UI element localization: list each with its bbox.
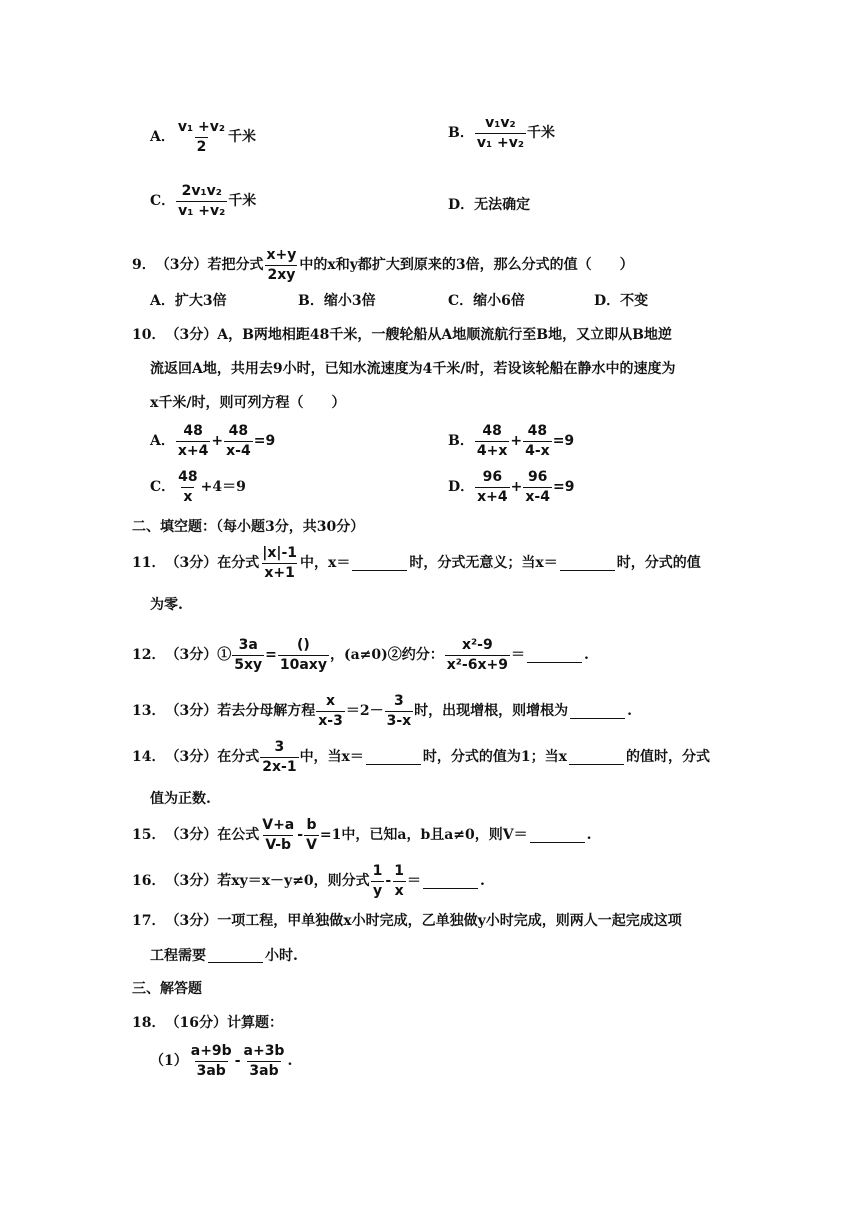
question-number: 9． <box>132 257 156 274</box>
denominator: v₁ +v₂ <box>178 202 226 219</box>
question-text: （16分）计算题： <box>165 1015 283 1031</box>
question-text: . <box>479 873 485 890</box>
numerator: x+y <box>266 247 297 263</box>
question-number: 17． <box>132 913 166 929</box>
question-text: （3分）A，B两地相距48千米，一艘轮船从A地顺流航行至B地，又立即从B地逆 <box>165 327 672 343</box>
question-text: . <box>627 703 633 720</box>
numerator: 48 <box>527 423 548 439</box>
question-17-line-2 <box>150 948 298 963</box>
question-text: 值为正数. <box>150 791 211 807</box>
fraction <box>260 740 298 774</box>
numerator: v₁ +v₂ <box>177 119 225 135</box>
question-text: （3分）① <box>165 647 232 664</box>
numerator: v₁v₂ <box>485 115 516 131</box>
denominator: x+4 <box>177 442 209 459</box>
q9-option-a[interactable] <box>150 294 227 308</box>
option-label: D． <box>448 197 475 213</box>
question-18-part-1 <box>150 1044 292 1078</box>
question-number: 10． <box>132 327 166 343</box>
option-unit: 千米 <box>526 125 555 142</box>
denominator: x <box>183 488 193 505</box>
question-text: 时，分式的值 <box>616 555 701 572</box>
question-text: x千米/时，则可列方程（ ） <box>150 395 346 411</box>
q10-option-c[interactable] <box>150 470 246 504</box>
option-label: B． <box>448 433 474 450</box>
option-text: C．缩小6倍 <box>448 293 525 309</box>
question-text: 小时. <box>265 947 298 964</box>
option-text: D．不变 <box>594 293 649 309</box>
minus-sign: - <box>385 873 392 890</box>
fraction <box>278 638 329 672</box>
fraction <box>189 1044 234 1078</box>
fraction <box>176 120 227 154</box>
question-number: 14． <box>132 749 166 766</box>
section-heading-solve <box>132 982 202 996</box>
denominator: x+1 <box>264 564 295 581</box>
question-text: 中的x和y都扩大到原来的3倍，那么分式的值（ ） <box>299 257 634 274</box>
fraction <box>224 424 253 458</box>
equation-tail: =9 <box>253 433 276 450</box>
answer-blank[interactable] <box>423 874 478 889</box>
question-number: 13． <box>132 703 166 720</box>
numerator: 48 <box>482 423 502 439</box>
q8-option-c[interactable] <box>150 184 256 218</box>
answer-blank[interactable] <box>527 648 582 663</box>
question-number: 15． <box>132 827 166 844</box>
question-number: 11． <box>132 555 166 572</box>
numerator: a+9b <box>190 1043 232 1059</box>
numerator: a+3b <box>243 1043 285 1059</box>
denominator: 2 <box>196 138 207 155</box>
question-12 <box>132 638 589 672</box>
denominator: x-3 <box>318 712 343 729</box>
numerator: 48 <box>183 423 203 439</box>
section-title: 三、解答题 <box>132 981 202 997</box>
fraction <box>523 424 552 458</box>
numerator: 3a <box>238 637 258 653</box>
question-14-line-2 <box>150 792 211 806</box>
denominator: x+4 <box>477 488 508 505</box>
denominator: V <box>306 836 317 853</box>
minus-sign: - <box>297 827 304 844</box>
answer-blank[interactable] <box>208 948 263 963</box>
q9-option-d[interactable] <box>594 294 648 308</box>
denominator: x-4 <box>525 488 550 505</box>
numerator: x <box>326 693 336 709</box>
q9-option-b[interactable] <box>298 294 376 308</box>
numerator: 3 <box>394 693 404 709</box>
question-11-line-2 <box>150 598 183 612</box>
numerator: b <box>306 817 317 833</box>
question-17 <box>132 914 682 928</box>
denominator: 5xy <box>234 656 263 673</box>
option-unit: 千米 <box>228 193 257 210</box>
question-text: 工程需要 <box>150 947 206 964</box>
numerator: 96 <box>527 469 548 485</box>
question-text: =1中，已知a，b且a≠0，则V＝ <box>319 827 528 844</box>
equation-tail: =9 <box>552 433 575 450</box>
question-text: （3分）在分式 <box>165 555 260 572</box>
q8-option-b[interactable] <box>448 116 555 150</box>
q8-option-a[interactable] <box>150 120 256 154</box>
question-text: 的值时，分式 <box>626 749 711 766</box>
equation-tail: =9 <box>552 479 575 496</box>
question-text: 时，分式的值为1；当x <box>422 749 568 766</box>
question-text: 时，出现增根，则增根为 <box>414 703 569 720</box>
fraction <box>232 638 264 672</box>
denominator: x-4 <box>226 442 251 459</box>
fraction <box>475 424 510 458</box>
fraction <box>176 470 199 504</box>
denominator: 2x-1 <box>262 758 297 775</box>
fraction <box>385 694 414 728</box>
fraction <box>475 116 526 150</box>
answer-blank[interactable] <box>560 556 615 571</box>
question-text: （3分）若把分式 <box>155 257 264 274</box>
numerator: 2v₁v₂ <box>181 183 222 199</box>
question-9 <box>132 248 634 282</box>
denominator: x <box>394 882 404 899</box>
question-number: 18． <box>132 1015 166 1031</box>
numerator: V+a <box>262 817 295 833</box>
numerator: 1 <box>394 863 404 879</box>
fraction <box>392 864 406 898</box>
denominator: 3ab <box>196 1062 226 1079</box>
denominator: 3-x <box>386 712 412 729</box>
denominator: 2xy <box>267 266 296 283</box>
question-text: 流返回A地，共用去9小时，已知水流速度为4千米/时，若设该轮船在静水中的速度为 <box>150 361 676 377</box>
fraction <box>316 694 345 728</box>
q9-option-c[interactable] <box>448 294 525 308</box>
option-text: B．缩小3倍 <box>298 293 376 309</box>
question-10-line-2 <box>150 362 675 376</box>
fraction <box>260 546 299 580</box>
option-label: A． <box>150 129 175 146</box>
option-label: D． <box>448 479 475 496</box>
question-text: ，(a≠0)②约分： <box>329 647 444 664</box>
numerator: 3 <box>274 739 285 755</box>
question-text: （3分）在分式 <box>165 749 260 766</box>
fraction <box>260 818 296 852</box>
q10-option-b[interactable]: B． $\frac{48}{4+x}$ + $\frac{48}{4-x}$ =9 <box>448 423 575 459</box>
fraction <box>176 184 227 218</box>
fraction <box>445 638 510 672</box>
section-heading-fill-in <box>132 520 364 534</box>
question-14 <box>132 740 710 774</box>
question-text: . <box>586 827 592 844</box>
numerator: |x|-1 <box>262 545 298 561</box>
answer-blank[interactable] <box>366 750 421 765</box>
answer-blank[interactable] <box>569 750 624 765</box>
section-title: 二、填空题：（每小题3分，共30分） <box>132 519 365 535</box>
denominator: 4+x <box>476 442 508 459</box>
fraction <box>265 248 299 282</box>
equals-sign: = <box>265 647 277 664</box>
answer-blank[interactable] <box>352 556 407 571</box>
question-text: （3分）若去分母解方程 <box>165 703 316 720</box>
option-unit: 千米 <box>228 129 256 146</box>
question-text: ＝2－ <box>345 703 384 720</box>
question-number: 12． <box>132 647 166 664</box>
option-text: A．扩大3倍 <box>150 293 227 309</box>
question-text: . <box>287 1053 293 1070</box>
q8-option-d[interactable] <box>448 198 530 212</box>
answer-blank[interactable] <box>570 704 625 719</box>
numerator: () <box>297 637 310 653</box>
option-label: C． <box>150 479 176 496</box>
option-label: C． <box>150 193 176 210</box>
answer-blank[interactable] <box>530 828 585 843</box>
question-text: 时，分式无意义；当x＝ <box>409 555 558 572</box>
question-number: 16． <box>132 873 166 890</box>
question-text: 中，当x＝ <box>299 749 364 766</box>
q10-option-d[interactable]: D． $\frac{96}{x+4}$ + $\frac{96}{x-4}$ =9 <box>448 469 575 505</box>
option-label: A． <box>150 433 175 450</box>
question-text: （3分）若xy＝x－y≠0，则分式 <box>165 873 370 890</box>
question-text: （3分）在公式 <box>165 827 260 844</box>
numerator: 48 <box>178 469 198 485</box>
question-18 <box>132 1016 283 1030</box>
numerator: 96 <box>482 469 503 485</box>
denominator: V-b <box>265 836 292 853</box>
question-13 <box>132 694 632 728</box>
numerator: x²-9 <box>462 637 493 653</box>
q10-option-a[interactable]: A． $\frac{48}{x+4}$ + $\frac{48}{x-4}$ =9 <box>150 423 276 459</box>
question-text: 为零. <box>150 597 183 613</box>
minus-sign: - <box>234 1053 241 1070</box>
fraction <box>523 470 552 504</box>
sub-question-number: （1） <box>150 1053 188 1070</box>
denominator: 4-x <box>525 442 550 459</box>
fraction <box>242 1044 287 1078</box>
question-text: （3分）一项工程，甲单独做x小时完成，乙单独做y小时完成，则两人一起完成这项 <box>165 913 682 929</box>
numerator: 1 <box>372 863 383 879</box>
option-text: 无法确定 <box>474 197 531 213</box>
denominator: 10axy <box>279 656 327 673</box>
option-label: B． <box>448 125 474 142</box>
denominator: x²-6x+9 <box>446 656 508 673</box>
denominator: 3ab <box>249 1062 279 1079</box>
denominator: y <box>372 882 383 899</box>
question-16 <box>132 864 485 898</box>
question-10 <box>132 328 672 342</box>
fraction <box>304 818 319 852</box>
numerator: 48 <box>228 423 249 439</box>
question-11 <box>132 546 701 580</box>
fraction <box>371 864 385 898</box>
question-10-line-3 <box>150 396 345 410</box>
question-text: . <box>583 647 589 664</box>
fraction <box>475 470 510 504</box>
denominator: v₁ +v₂ <box>476 134 524 151</box>
question-15 <box>132 818 592 852</box>
fraction <box>176 424 211 458</box>
question-text: ＝ <box>406 873 421 890</box>
question-text: ＝ <box>510 647 525 664</box>
question-text: 中，x＝ <box>300 555 351 572</box>
equation-tail: +4＝9 <box>200 479 246 496</box>
